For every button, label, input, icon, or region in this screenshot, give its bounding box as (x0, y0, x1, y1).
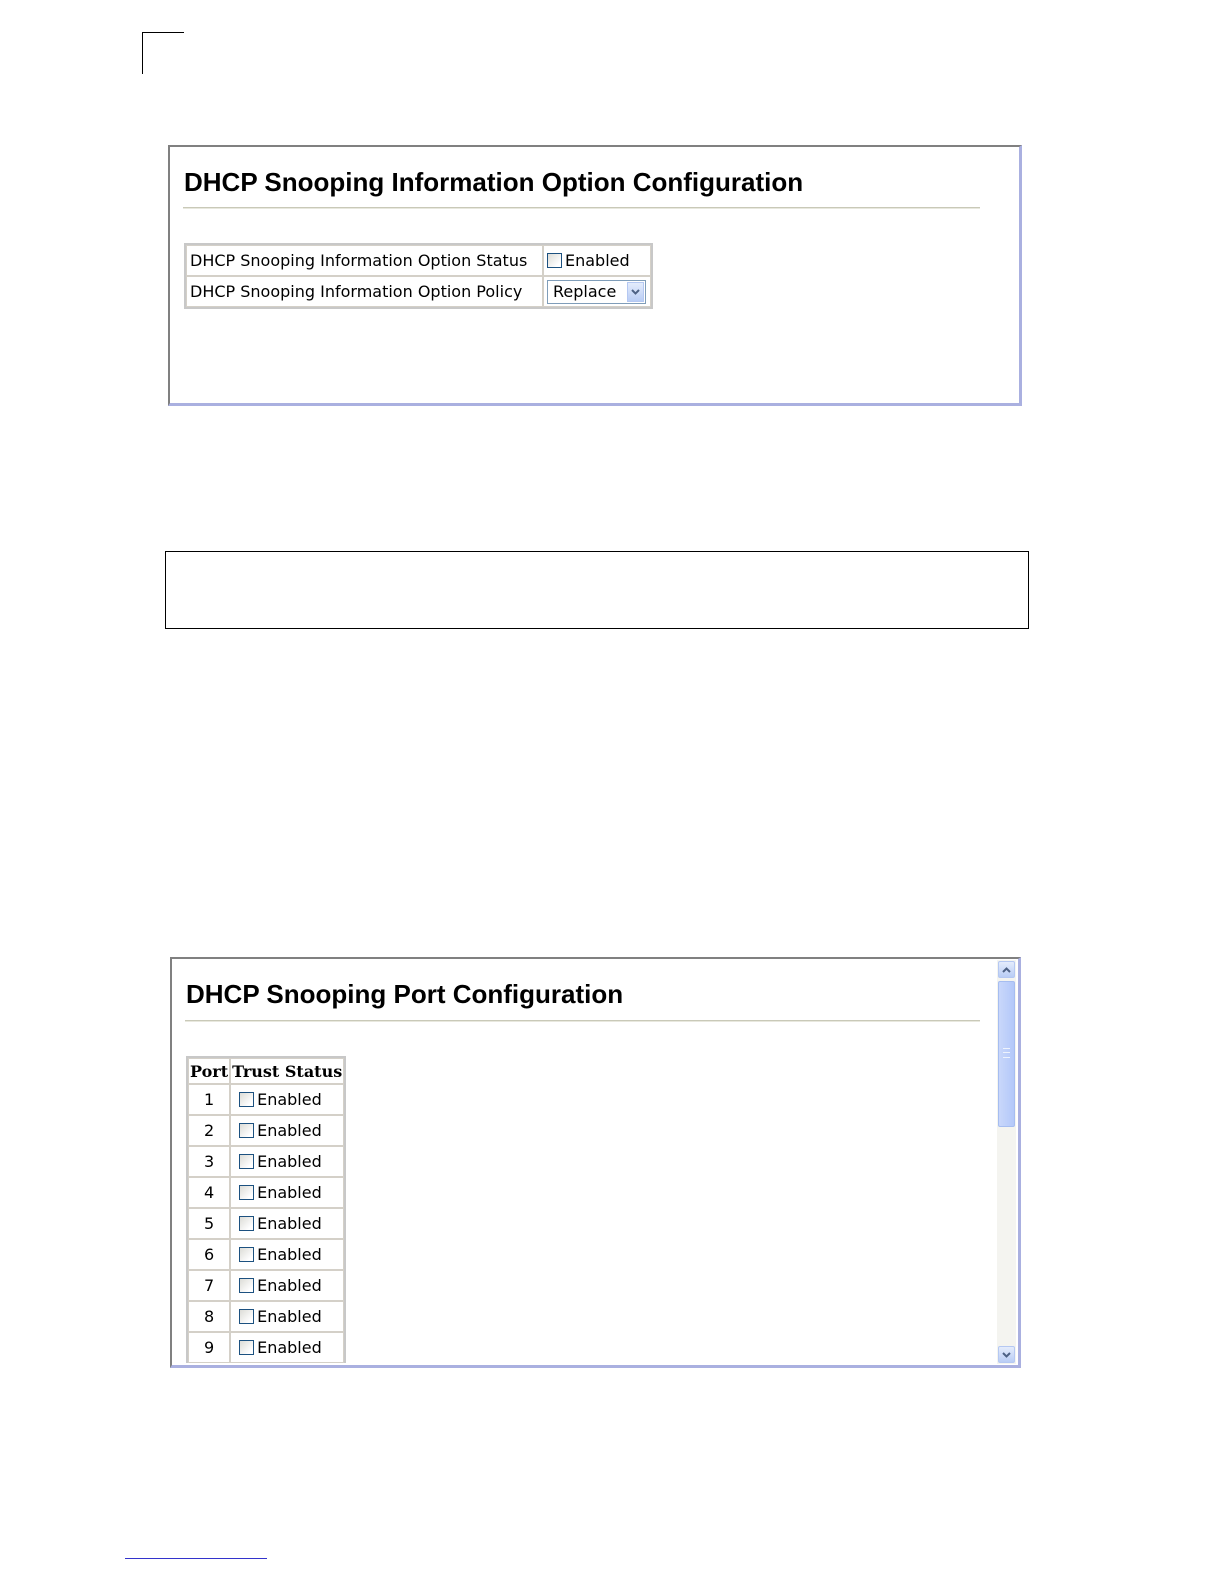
checkbox-icon[interactable] (239, 1309, 254, 1324)
table-row (188, 1208, 344, 1239)
port-number: 1 (188, 1084, 230, 1115)
table-row (188, 1146, 344, 1177)
trust-checkbox-label: Enabled (257, 1245, 322, 1264)
port-number: 8 (188, 1301, 230, 1332)
trust-status-cell (230, 1208, 344, 1239)
table-row (188, 1115, 344, 1146)
trust-status-cell (230, 1084, 344, 1115)
chevron-up-icon[interactable] (998, 961, 1015, 978)
trust-checkbox-label: Enabled (257, 1214, 322, 1233)
page-title: DHCP Snooping Information Option Configuration (184, 167, 804, 197)
port-table (186, 1056, 346, 1363)
scrollbar-thumb[interactable] (998, 981, 1015, 1127)
checkbox-icon[interactable] (239, 1247, 254, 1262)
trust-checkbox-port-7[interactable] (239, 1276, 322, 1295)
table-row (188, 1177, 344, 1208)
trust-checkbox-port-4[interactable] (239, 1183, 322, 1202)
option-status-cell (543, 245, 651, 276)
checkbox-icon[interactable] (239, 1278, 254, 1293)
grip-icon (1003, 1048, 1010, 1058)
port-number: 3 (188, 1146, 230, 1177)
checkbox-icon[interactable] (547, 253, 562, 268)
checkbox-icon[interactable] (239, 1123, 254, 1138)
option-status-checkbox[interactable] (547, 251, 630, 270)
checkbox-icon[interactable] (239, 1154, 254, 1169)
trust-checkbox-port-2[interactable] (239, 1121, 322, 1140)
checkbox-icon[interactable] (239, 1340, 254, 1355)
port-number: 4 (188, 1177, 230, 1208)
port-number: 2 (188, 1115, 230, 1146)
option-policy-select[interactable] (547, 280, 646, 304)
trust-checkbox-port-9[interactable] (239, 1338, 322, 1357)
port-number: 6 (188, 1239, 230, 1270)
trust-checkbox-label: Enabled (257, 1090, 322, 1109)
table-row (188, 1332, 344, 1363)
trust-checkbox-port-3[interactable] (239, 1152, 322, 1171)
trust-checkbox-label: Enabled (257, 1183, 322, 1202)
blank-frame (165, 551, 1029, 629)
trust-status-column-header: Trust Status (230, 1058, 344, 1084)
table-row (188, 1301, 344, 1332)
trust-checkbox-port-8[interactable] (239, 1307, 322, 1326)
option-status-row (186, 245, 651, 276)
footer-rule (125, 1558, 267, 1559)
trust-status-cell (230, 1270, 344, 1301)
port-table-header (188, 1058, 344, 1084)
crop-mark-horizontal (142, 32, 184, 33)
trust-checkbox-port-6[interactable] (239, 1245, 322, 1264)
trust-checkbox-port-5[interactable] (239, 1214, 322, 1233)
table-row (188, 1084, 344, 1115)
option-policy-cell (543, 276, 651, 307)
port-number: 9 (188, 1332, 230, 1363)
trust-checkbox-port-1[interactable] (239, 1090, 322, 1109)
checkbox-icon[interactable] (239, 1185, 254, 1200)
option-config-table (184, 243, 653, 309)
table-row (188, 1239, 344, 1270)
trust-checkbox-label: Enabled (257, 1276, 322, 1295)
trust-status-cell (230, 1332, 344, 1363)
option-config-panel (168, 145, 1022, 406)
port-number: 5 (188, 1208, 230, 1239)
title-divider (183, 207, 980, 209)
trust-status-cell (230, 1301, 344, 1332)
trust-status-cell (230, 1239, 344, 1270)
trust-status-cell (230, 1115, 344, 1146)
port-number: 7 (188, 1270, 230, 1301)
trust-status-cell (230, 1177, 344, 1208)
option-policy-label: DHCP Snooping Information Option Policy (186, 276, 543, 307)
table-row (188, 1270, 344, 1301)
option-policy-selected-value: Replace (553, 282, 617, 301)
trust-status-cell (230, 1146, 344, 1177)
port-config-panel (170, 957, 1021, 1368)
chevron-down-icon[interactable] (627, 282, 644, 302)
port-rows (188, 1084, 344, 1363)
option-status-label: DHCP Snooping Information Option Status (186, 245, 543, 276)
vertical-scrollbar[interactable] (997, 960, 1016, 1364)
port-column-header: Port (188, 1058, 230, 1084)
chevron-down-icon[interactable] (998, 1346, 1015, 1363)
checkbox-icon[interactable] (239, 1092, 254, 1107)
trust-checkbox-label: Enabled (257, 1338, 322, 1357)
trust-checkbox-label: Enabled (257, 1152, 322, 1171)
port-config-title: DHCP Snooping Port Configuration (186, 979, 624, 1009)
crop-mark-vertical (142, 32, 143, 74)
title-divider (185, 1020, 980, 1022)
checkbox-icon[interactable] (239, 1216, 254, 1231)
option-policy-row (186, 276, 651, 307)
trust-checkbox-label: Enabled (257, 1307, 322, 1326)
trust-checkbox-label: Enabled (257, 1121, 322, 1140)
option-status-checkbox-label: Enabled (565, 251, 630, 270)
